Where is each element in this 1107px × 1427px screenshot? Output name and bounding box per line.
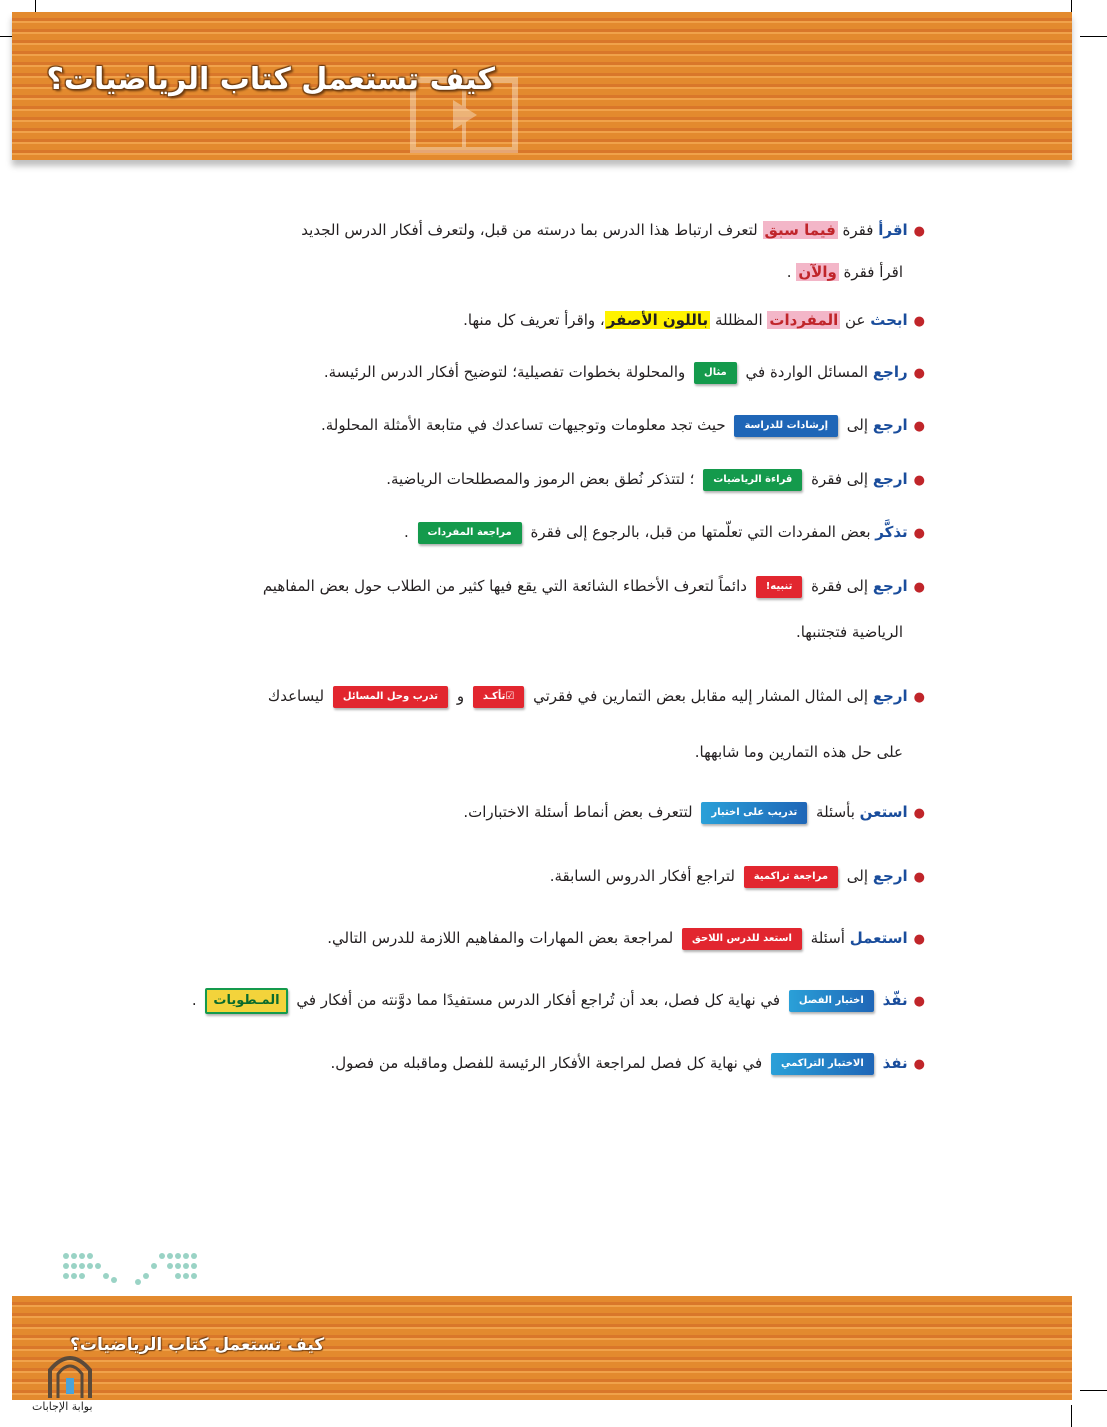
badge-example: مثال <box>694 362 737 384</box>
bullet-icon: ● <box>913 473 925 488</box>
list-item: ●استعمل أسئلة استعد للدرس اللاحق لمراجعة بعض المهارات والمفاهيم اللازمة للدرس التالي. <box>135 918 925 960</box>
bullet-icon: ● <box>913 932 925 947</box>
badge-cumulative-test: الاختبار التراكمي <box>771 1053 874 1075</box>
crop-mark <box>1071 1405 1072 1427</box>
badge-warning: تنبيه! <box>756 576 803 598</box>
crop-mark <box>1080 1390 1107 1391</box>
bullet-icon: ● <box>913 994 925 1009</box>
badge-study-tips: إرشادات للدراسة <box>734 415 838 437</box>
answers-portal-icon <box>44 1350 96 1400</box>
page-title: كيف تستعمل كتاب الرياضيات؟ <box>46 62 495 97</box>
bullet-icon: ● <box>913 419 925 434</box>
list-item: ●نفذ الاختبار التراكمي في نهاية كل فصل لمراجعة الأفكار الرئيسة للفصل وماقبله من فصول. <box>135 1043 925 1085</box>
list-item: ●تذكَّر بعض المفردات التي تعلّمتها من قبل، بالرجوع إلى فقرة مراجعة المفردات . <box>135 512 925 554</box>
yellow-highlight: باللون الأصفر <box>606 311 709 329</box>
bullet-icon: ● <box>913 314 925 329</box>
badge-test-practice: تدريب على اختبار <box>701 802 807 824</box>
bullet-icon: ● <box>913 690 925 705</box>
list-item: ●اقرأ فقرة فيما سبق لتعرف ارتباط هذا الدرس بما درسته من قبل، ولتعرف أفكار الدرس الجديد اقرأ فقرة والآن . <box>301 221 925 281</box>
list-item: ●استعن بأسئلة تدريب على اختبار لتتعرف بعض أنماط أسئلة الاختبارات. <box>135 792 925 834</box>
list-item: ●ارجع إلى فقرة تنبيه! دائماً لتعرف الأخطاء الشائعة التي يقع فيها كثير من الطلاب حول بعض المفاهيم الرياضية فتجتنبها. <box>262 577 925 641</box>
bullet-icon: ● <box>913 366 925 381</box>
answers-portal-label: بوابة الإجابات <box>32 1400 93 1413</box>
badge-foldables: المـطويات <box>205 988 287 1014</box>
badge-reading-math: قراءة الرياضيات <box>703 469 802 491</box>
list-item: ●ابحث عن المفردات المظللة باللون الأصفر، واقرأ تعريف كل منها. <box>463 311 925 329</box>
badge-next-lesson: استعد للدرس اللاحق <box>682 928 802 950</box>
badge-practice: تدرب وحل المسائل <box>333 686 448 708</box>
ministry-logo-dots <box>62 1252 198 1292</box>
bullet-icon: ● <box>913 580 925 595</box>
list-item: ●ارجع إلى المثال المشار إليه مقابل بعض التمارين في فقرتي ☑ تأكـد و تدرب وحل المسائل ليساعدك على حل هذه التمارين وما شابهها. <box>135 676 925 772</box>
badge-vocab-review: مراجعة المفردات <box>418 522 522 544</box>
bullet-icon: ● <box>913 1057 925 1072</box>
badge-cumulative-review: مراجعة تراكمية <box>744 866 838 888</box>
bullet-icon: ● <box>913 224 925 239</box>
list-item: ●راجع المسائل الواردة في مثال والمحلولة بخطوات تفصيلية؛ لتوضيح أفكار الدرس الرئيسة. <box>135 352 925 394</box>
badge-check: ☑ تأكـد <box>473 686 525 708</box>
term-highlight: فيما سبق <box>764 221 836 239</box>
list-item: ●ارجع إلى فقرة قراءة الرياضيات ؛ لتتذكر نُطق بعض الرموز والمصطلحات الرياضية. <box>135 459 925 501</box>
bullet-icon: ● <box>913 870 925 885</box>
bullet-icon: ● <box>913 806 925 821</box>
footer-title: كيف تستعمل كتاب الرياضيات؟ <box>70 1335 325 1355</box>
list-item: ●ارجع إلى إرشادات للدراسة حيث تجد معلومات وتوجيهات تساعدك في متابعة الأمثلة المحلولة. <box>135 405 925 447</box>
list-item: ●ارجع إلى مراجعة تراكمية لتراجع أفكار الدروس السابقة. <box>135 856 925 898</box>
badge-chapter-test: اختبار الفصل <box>789 990 874 1012</box>
bullet-icon: ● <box>913 526 925 541</box>
term-highlight: والآن <box>798 263 837 281</box>
list-item: ●نفّذ اختبار الفصل في نهاية كل فصل، بعد أن تُراجع أفكار الدرس مستفيدًا مما دوَّنته من أفكار في المـطويات . <box>135 980 925 1022</box>
crop-mark <box>1080 36 1107 37</box>
term-highlight: المفردات <box>769 311 839 329</box>
